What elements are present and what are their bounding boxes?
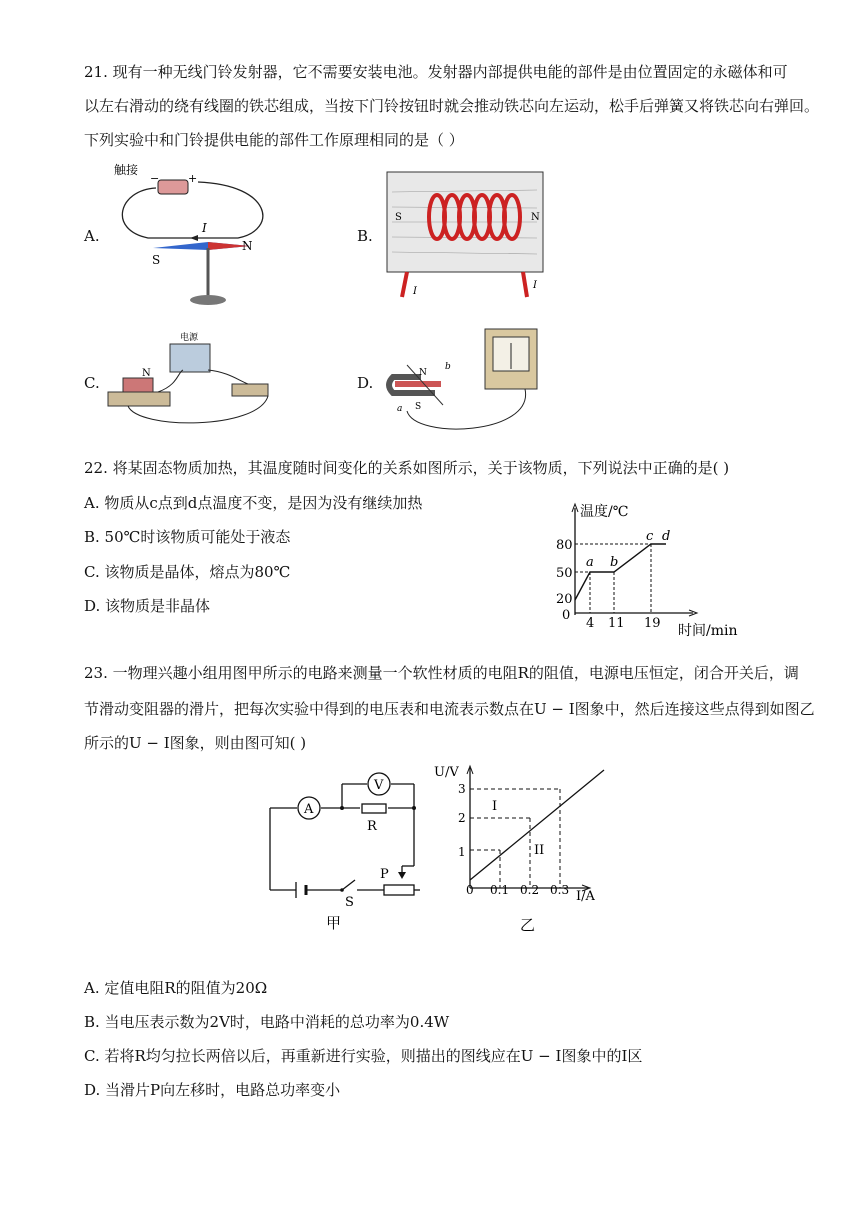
q23-option-c: C. 若将R均匀拉长两倍以后，再重新进行实验，则描出的图线应在U − I图象中的I区 <box>84 1047 643 1065</box>
q23-stem-line3: 所示的U − I图象，则由图可知( ) <box>84 734 307 752</box>
q21-stem-line2: 以左右滑动的绕有线圈的铁芯组成，当按下门铃按钮时就会推动铁芯向左运动，松手后弹簧又将铁芯向右弹回。 <box>84 97 820 115</box>
q23-stem-line1: 23. 一物理兴趣小组用图甲所示的电路来测量一个软性材质的电阻R的阻值，电源电压恒定，闭合开关后，调 <box>84 664 799 682</box>
svg-text:0: 0 <box>562 608 571 623</box>
svg-text:温度/℃: 温度/℃ <box>580 504 629 520</box>
svg-text:50: 50 <box>556 566 573 581</box>
svg-text:4: 4 <box>586 616 595 631</box>
solenoid-coil-icon <box>429 195 520 239</box>
svg-text:II: II <box>534 843 545 858</box>
q22-option-d: D. 该物质是非晶体 <box>84 597 211 615</box>
svg-text:1: 1 <box>458 845 466 859</box>
svg-text:d: d <box>662 529 671 544</box>
svg-text:0.2: 0.2 <box>520 883 540 897</box>
svg-text:N: N <box>242 239 253 253</box>
svg-text:S: S <box>152 253 161 267</box>
graph-caption: 乙 <box>520 916 536 934</box>
svg-text:P: P <box>380 867 389 882</box>
svg-text:I: I <box>533 280 537 291</box>
svg-text:I: I <box>202 221 207 235</box>
svg-text:V: V <box>374 778 384 793</box>
circuit-caption: 甲 <box>326 914 342 932</box>
q22-option-c: C. 该物质是晶体，熔点为80℃ <box>84 563 291 581</box>
svg-text:80: 80 <box>556 538 573 553</box>
svg-text:0.1: 0.1 <box>490 883 510 897</box>
q23-ui-graph <box>428 758 608 938</box>
svg-text:a: a <box>397 404 403 414</box>
svg-text:20: 20 <box>556 592 573 607</box>
temperature-curve <box>575 544 666 600</box>
svg-text:b: b <box>445 362 451 372</box>
svg-text:2: 2 <box>458 811 466 825</box>
svg-text:S: S <box>415 402 422 412</box>
resistor-r-icon <box>362 804 386 813</box>
q21-figure-a <box>108 160 278 310</box>
svg-text:I/A: I/A <box>576 889 595 904</box>
q22-option-b: B. 50℃时该物质可能处于液态 <box>84 528 291 546</box>
svg-text:I: I <box>413 286 417 297</box>
power-supply-icon <box>170 344 210 372</box>
svg-text:a: a <box>586 555 594 570</box>
svg-text:电源: 电源 <box>180 333 199 343</box>
svg-text:时间/min: 时间/min <box>678 623 738 639</box>
rheostat-icon <box>384 885 414 895</box>
svg-text:R: R <box>367 819 377 834</box>
q23-stem-line2: 节滑动变阻器的滑片，把每次实验中得到的电压表和电流表示数点在U − I图象中，然后连接这些点得到如图乙 <box>84 700 815 718</box>
q21-option-a-label: A. <box>84 227 100 245</box>
svg-text:0.3: 0.3 <box>550 883 570 897</box>
q21-option-b-label: B. <box>357 227 373 245</box>
svg-text:3: 3 <box>458 782 466 796</box>
q21-figure-b <box>387 172 545 302</box>
svg-text:b: b <box>610 555 619 570</box>
q22-stem: 22. 将某固态物质加热，其温度随时间变化的关系如图所示，关于该物质，下列说法中正确的是( ) <box>84 459 730 477</box>
svg-text:N: N <box>419 368 427 378</box>
svg-text:U/V: U/V <box>434 765 459 780</box>
q21-figure-c <box>108 330 288 430</box>
q21-figure-d <box>385 325 555 440</box>
q21-option-c-label: C. <box>84 374 100 392</box>
q22-temperature-graph <box>548 500 748 640</box>
q22-option-a: A. 物质从c点到d点温度不变，是因为没有继续加热 <box>84 494 423 512</box>
touch-label: 触接 <box>114 163 139 177</box>
svg-text:11: 11 <box>608 616 625 631</box>
switch-icon <box>342 880 355 890</box>
svg-text:A: A <box>304 802 314 817</box>
svg-text:19: 19 <box>644 616 661 631</box>
q21-option-d-label: D. <box>357 374 374 392</box>
svg-text:0: 0 <box>466 883 474 897</box>
svg-text:c: c <box>646 529 654 544</box>
q23-circuit-diagram <box>262 766 427 936</box>
svg-text:−: − <box>150 172 160 185</box>
svg-text:S: S <box>395 212 402 223</box>
svg-text:N: N <box>142 368 151 379</box>
q23-option-a: A. 定值电阻R的阻值为20Ω <box>84 979 268 997</box>
svg-text:I: I <box>492 799 498 814</box>
svg-text:N: N <box>531 212 540 223</box>
q23-option-b: B. 当电压表示数为2V时，电路中消耗的总功率为0.4W <box>84 1013 450 1031</box>
q21-stem-line1: 21. 现有一种无线门铃发射器，它不需要安装电池。发射器内部提供电能的部件是由位置固定的永磁体和可 <box>84 63 788 81</box>
svg-text:S: S <box>345 895 354 910</box>
q23-option-d: D. 当滑片P向左移时，电路总功率变小 <box>84 1081 341 1099</box>
q21-stem-line3: 下列实验中和门铃提供电能的部件工作原理相同的是（ ） <box>84 131 464 149</box>
ui-line <box>470 770 604 880</box>
svg-text:+: + <box>188 172 198 185</box>
battery-icon <box>158 180 188 194</box>
